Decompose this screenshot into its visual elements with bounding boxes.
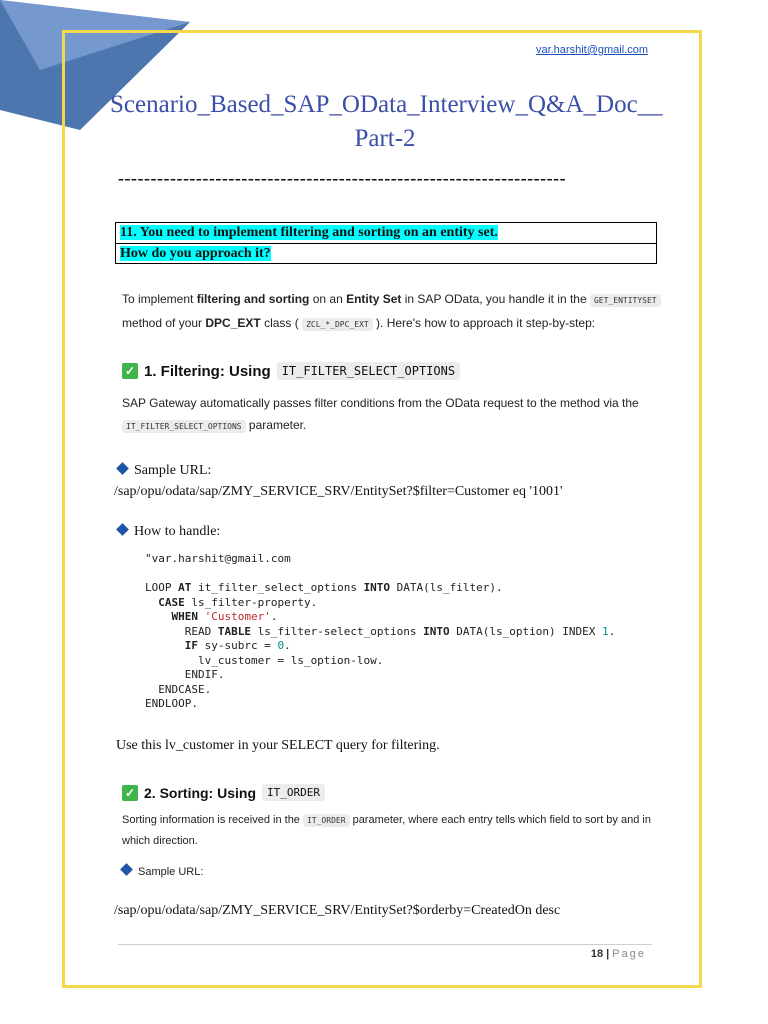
section-2-heading — [122, 784, 325, 801]
how-to-handle-label — [118, 524, 220, 540]
section-2-description — [122, 810, 662, 852]
title-line-2: Part-2 — [354, 125, 416, 152]
check-icon: ✓ — [122, 785, 138, 801]
intro-paragraph — [122, 288, 662, 336]
inline-code: IT_FILTER_SELECT_OPTIONS — [122, 420, 246, 433]
section-1-code: IT_FILTER_SELECT_OPTIONS — [277, 362, 460, 380]
question-box — [115, 222, 657, 264]
sample-url-2: /sap/opu/odata/sap/ZMY_SERVICE_SRV/EntitySet?$orderby=CreatedOn desc — [114, 903, 561, 918]
title-line-1: Scenario_Based_SAP_OData_Interview_Q&A_Doc__ — [110, 91, 663, 118]
document-title — [110, 88, 663, 156]
intro-text: class ( — [260, 316, 303, 330]
section-1-desc-text: SAP Gateway automatically passes filter conditions from the OData request to the method via the — [122, 396, 639, 410]
sample-url-label-1 — [118, 463, 211, 479]
intro-bold: filtering and sorting — [196, 292, 310, 306]
code-comment: "var.harshit@gmail.com — [145, 552, 291, 565]
intro-text: ). Here's how to approach it step-by-step: — [372, 316, 596, 330]
page-footer — [591, 948, 646, 960]
question-text-2: How do you approach it? — [120, 246, 271, 261]
author-email-link[interactable]: var.harshit@gmail.com — [535, 44, 648, 56]
section-2-desc-text: parameter, where each entry tells which field to sort by and in which direction. — [122, 814, 651, 847]
question-text-1: 11. You need to implement filtering and sorting on an entity set. — [120, 225, 498, 240]
page-number: 18 — [590, 948, 604, 960]
footer-divider — [118, 944, 652, 945]
page-label: Page — [612, 948, 646, 960]
section-2-desc-text: Sorting information is received in the — [122, 814, 303, 826]
code-block: "var.harshit@gmail.com LOOP AT it_filter_select_options INTO DATA(ls_filter). CASE ls_filter-property. WHEN 'Customer'. READ TABLE ls_filter-select_options INTO DATA(ls_option) INDEX 1. IF sy-subrc = 0. lv_customer = ls_option-low. ENDIF. ENDCASE. ENDLOOP. — [145, 552, 616, 710]
label-text: Sample URL: — [134, 463, 212, 478]
after-code-text: Use this lv_customer in your SELECT query for filtering. — [116, 738, 440, 753]
question-row-2 — [116, 243, 656, 263]
diamond-bullet-icon — [116, 462, 129, 475]
inline-code: IT_ORDER — [303, 814, 350, 827]
section-2-code: IT_ORDER — [262, 784, 325, 801]
dashed-divider: --------------------------------------------------------------------- — [118, 168, 567, 188]
check-icon: ✓ — [122, 363, 138, 379]
intro-text: method of your — [122, 316, 206, 330]
inline-code: GET_ENTITYSET — [590, 294, 661, 307]
intro-bold: DPC_EXT — [205, 316, 261, 330]
section-2-title: 2. Sorting: Using — [144, 784, 256, 801]
footer-separator: | — [603, 948, 613, 960]
intro-text: in SAP OData, you handle it in the — [401, 292, 590, 306]
sample-url-1: /sap/opu/odata/sap/ZMY_SERVICE_SRV/EntitySet?$filter=Customer eq '1001' — [114, 484, 563, 499]
section-1-description — [122, 392, 662, 438]
diamond-bullet-icon — [116, 523, 129, 536]
intro-bold: Entity Set — [346, 292, 402, 306]
label-text: How to handle: — [134, 524, 221, 539]
intro-text: on an — [309, 292, 347, 306]
section-1-desc-text: parameter. — [245, 418, 307, 432]
label-text: Sample URL: — [138, 866, 204, 878]
inline-code: ZCL_*_DPC_EXT — [302, 318, 373, 331]
diamond-bullet-icon — [120, 863, 133, 876]
intro-text: To implement — [122, 292, 197, 306]
question-row-1 — [116, 223, 656, 243]
section-1-heading — [122, 362, 460, 380]
sample-url-label-2 — [122, 861, 662, 883]
section-1-title: 1. Filtering: Using — [144, 362, 271, 380]
